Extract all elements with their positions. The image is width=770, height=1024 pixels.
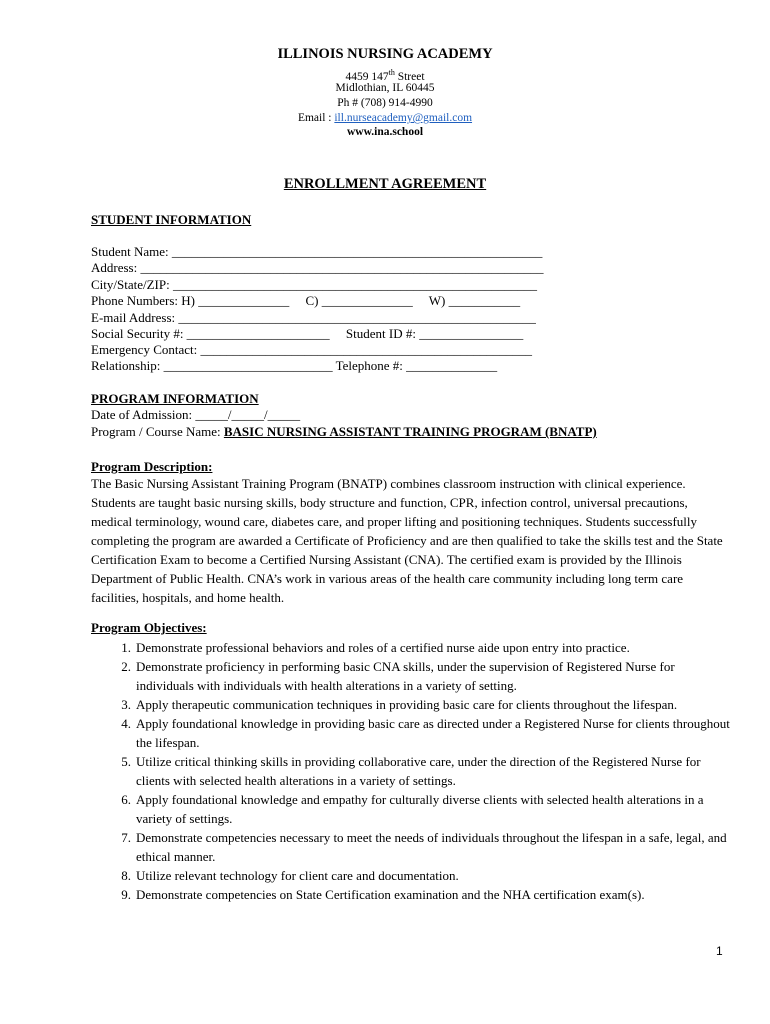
email-line xyxy=(0,111,770,125)
objective-number: 8. xyxy=(121,868,131,883)
program-info-heading: PROGRAM INFORMATION xyxy=(91,391,259,406)
objective-text: Demonstrate competencies on State Certification examination and the NHA certification exam(s). xyxy=(136,887,645,902)
date-of-admission: Date of Admission: _____/_____/_____ xyxy=(91,407,301,422)
objective-number: 9. xyxy=(121,887,131,902)
email-label: Email : xyxy=(297,112,335,124)
objective-number: 3. xyxy=(121,697,131,712)
course-label: Program / Course Name: xyxy=(91,424,224,439)
student-field[interactable]: E-mail Address: _______________________________________________________ xyxy=(91,310,536,325)
objective-item xyxy=(91,714,731,752)
objective-item xyxy=(91,695,731,714)
course-name: BASIC NURSING ASSISTANT TRAINING PROGRAM (BNATP) xyxy=(223,424,597,439)
street-name: Street xyxy=(394,70,425,83)
address-city: Midlothian, IL 60445 xyxy=(335,82,435,94)
phone-number: Ph # (708) 914-4990 xyxy=(337,97,433,109)
objective-item xyxy=(91,866,731,885)
objective-item xyxy=(91,790,731,828)
objective-number: 7. xyxy=(121,830,131,845)
program-description-text: The Basic Nursing Assistant Training Program (BNATP) combines classroom instruction with clinical experience. Students are taught basic nursing skills, body structure and function, CPR, infection control, universal precautions, medical terminology, wound care, diabetes care, and proper lifting and positioning techniques. Students successfully completing the program are awarded a Certificate of Proficiency and are then qualified to take the skills test and the State Certification Exam to become a Certified Nursing Assistant (CNA). The certified exam is provided by the Illinois Department of Public Health. CNA’s work in various areas of the health care community including long term care facilities, hospitals, and home health. xyxy=(91,476,723,605)
objective-item xyxy=(91,885,731,904)
objective-number: 5. xyxy=(121,754,131,769)
objective-text: Apply therapeutic communication techniques in providing basic care for clients throughout the lifespan. xyxy=(136,697,678,712)
student-field[interactable]: Address: ______________________________________________________________ xyxy=(91,260,544,275)
document-title: ENROLLMENT AGREEMENT xyxy=(283,176,487,192)
student-field[interactable]: Relationship: __________________________ Telephone #: ______________ xyxy=(91,358,498,373)
student-field[interactable]: City/State/ZIP: ________________________________________________________ xyxy=(91,277,537,292)
objective-text: Apply foundational knowledge and empathy for culturally diverse clients with selected health alterations in a variety of settings. xyxy=(136,792,704,826)
program-objectives-heading: Program Objectives: xyxy=(91,620,207,635)
objective-text: Utilize relevant technology for client care and documentation. xyxy=(136,868,459,883)
student-field[interactable]: Phone Numbers: H) ______________ C) ______________ W) ___________ xyxy=(91,293,521,308)
objective-item xyxy=(91,752,731,790)
objective-number: 4. xyxy=(121,716,131,731)
objective-item xyxy=(91,638,731,657)
street-number: 4459 147 xyxy=(345,70,389,83)
student-info-heading: STUDENT INFORMATION xyxy=(91,212,252,227)
student-field[interactable]: Social Security #: ______________________ Student ID #: ________________ xyxy=(91,326,524,341)
student-field[interactable]: Emergency Contact: ___________________________________________________ xyxy=(91,342,533,357)
website[interactable]: www.ina.school xyxy=(346,126,424,138)
street-suffix: th xyxy=(388,68,395,77)
objective-text: Apply foundational knowledge in providing basic care as directed under a Registered Nurse for clients throughout the lifespan. xyxy=(136,716,730,750)
objective-item xyxy=(91,828,731,866)
school-name: ILLINOIS NURSING ACADEMY xyxy=(277,46,493,62)
program-description-heading: Program Description: xyxy=(91,459,213,474)
objective-text: Utilize critical thinking skills in providing collaborative care, under the direction of the Registered Nurse for clients with selected health alterations in a variety of settings. xyxy=(136,754,701,788)
course-name-line xyxy=(91,424,597,440)
objectives-list xyxy=(91,638,731,904)
objective-number: 2. xyxy=(121,659,131,674)
student-field[interactable]: Student Name: _________________________________________________________ xyxy=(91,244,543,259)
email-link[interactable]: ill.nurseacademy@gmail.com xyxy=(334,112,473,124)
objective-item xyxy=(91,657,731,695)
objective-text: Demonstrate competencies necessary to meet the needs of individuals throughout the lifespan in a safe, legal, and ethical manner. xyxy=(136,830,727,864)
objective-number: 6. xyxy=(121,792,131,807)
objective-number: 1. xyxy=(121,640,131,655)
page-number: 1 xyxy=(716,944,723,958)
objective-text: Demonstrate professional behaviors and roles of a certified nurse aide upon entry into practice. xyxy=(136,640,630,655)
objective-text: Demonstrate proficiency in performing basic CNA skills, under the supervision of Registered Nurse for individuals with individuals with health alterations in a variety of setting. xyxy=(136,659,675,693)
